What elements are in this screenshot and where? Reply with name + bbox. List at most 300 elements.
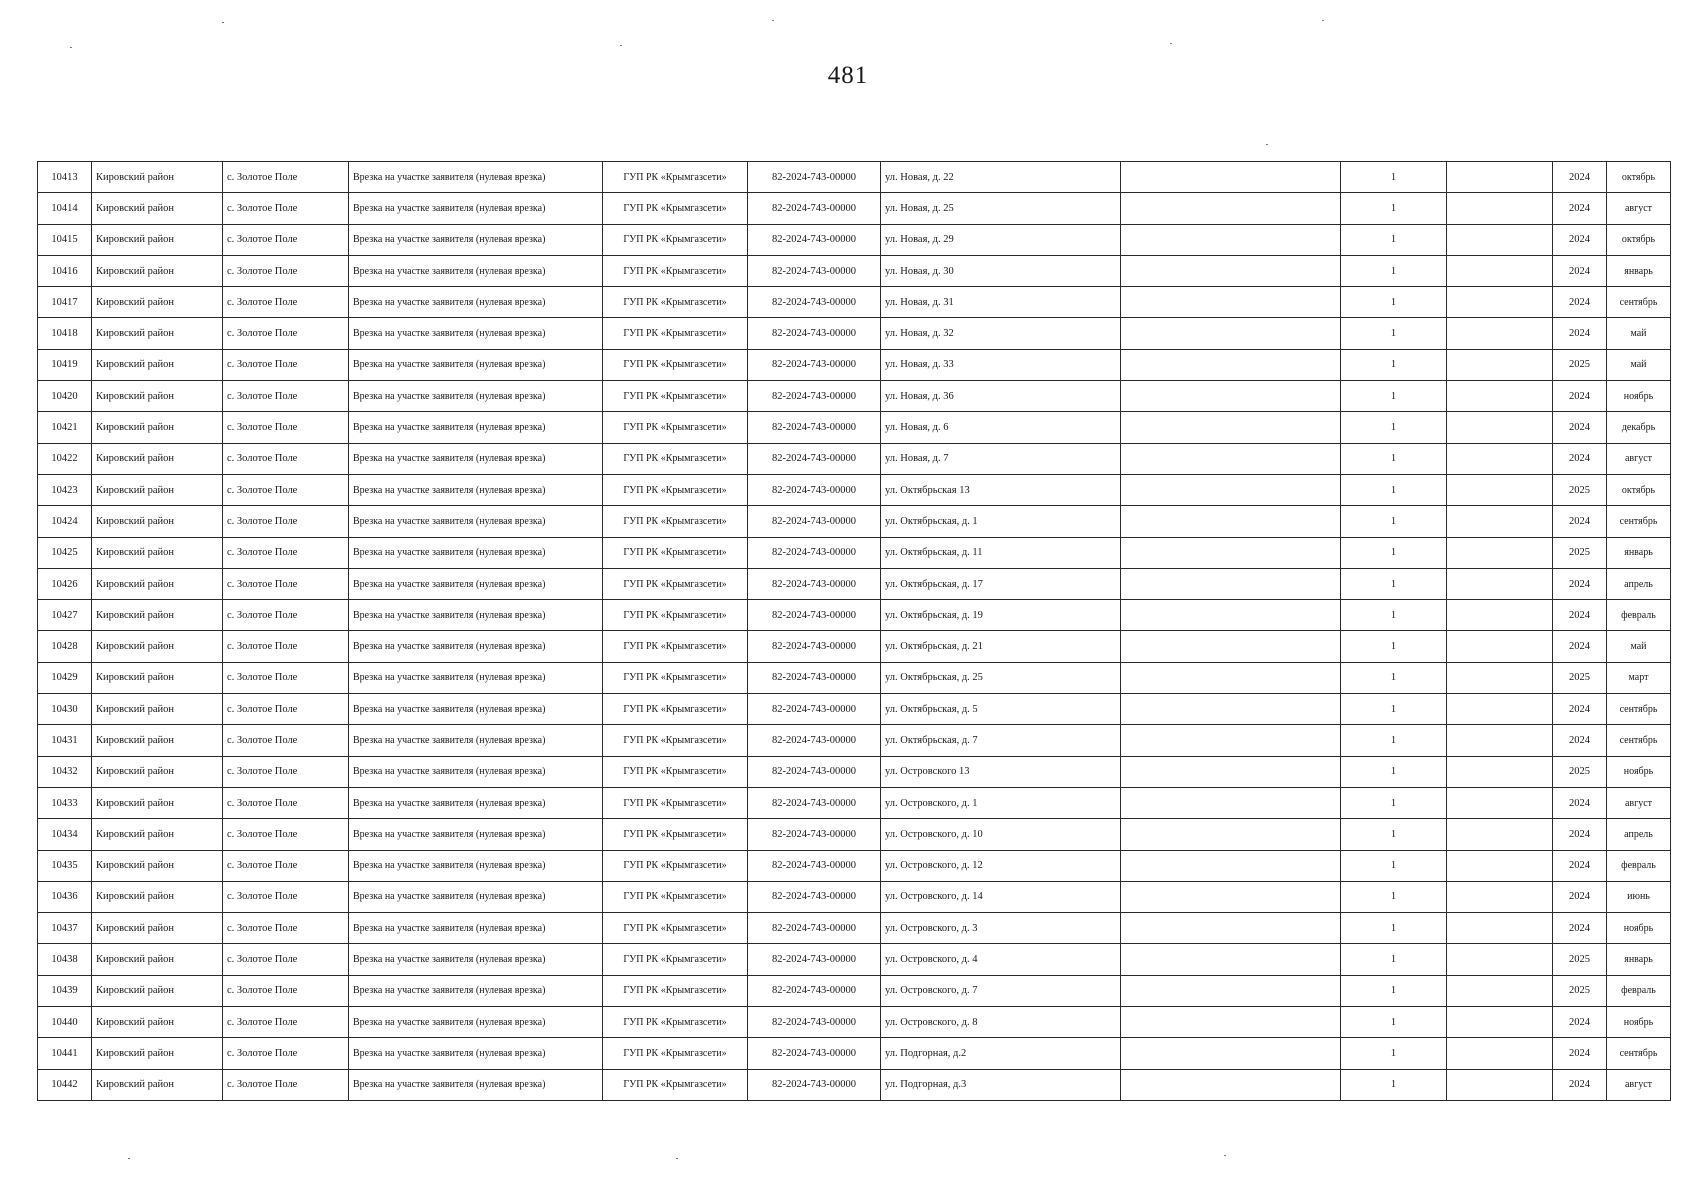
row-number-cell: 10422: [38, 443, 92, 474]
work-description-cell: Врезка на участке заявителя (нулевая врезка): [349, 881, 603, 912]
table-row: [38, 819, 1671, 850]
quantity-cell: 1: [1341, 193, 1447, 224]
row-number-cell: 10423: [38, 474, 92, 505]
empty-cell: [1121, 287, 1341, 318]
empty-cell: [1121, 944, 1341, 975]
district-cell: Кировский район: [92, 474, 223, 505]
year-cell: 2024: [1553, 568, 1607, 599]
row-number-cell: 10428: [38, 631, 92, 662]
organization-cell: ГУП РК «Крымгазсети»: [603, 412, 748, 443]
settlement-cell: с. Золотое Поле: [223, 255, 349, 286]
settlement-cell: с. Золотое Поле: [223, 756, 349, 787]
address-cell: ул. Новая, д. 22: [881, 162, 1121, 193]
scan-speck: [1170, 43, 1172, 44]
district-cell: Кировский район: [92, 224, 223, 255]
row-number-cell: 10416: [38, 255, 92, 286]
organization-cell: ГУП РК «Крымгазсети»: [603, 162, 748, 193]
settlement-cell: с. Золотое Поле: [223, 193, 349, 224]
table-row: [38, 662, 1671, 693]
settlement-cell: с. Золотое Поле: [223, 318, 349, 349]
year-cell: 2024: [1553, 162, 1607, 193]
work-description-cell: Врезка на участке заявителя (нулевая врезка): [349, 631, 603, 662]
month-cell: декабрь: [1607, 412, 1671, 443]
district-cell: Кировский район: [92, 162, 223, 193]
row-number-cell: 10431: [38, 725, 92, 756]
month-cell: март: [1607, 662, 1671, 693]
program-code-cell: 82-2024-743-00000: [748, 162, 881, 193]
program-code-cell: 82-2024-743-00000: [748, 224, 881, 255]
empty-cell: [1121, 255, 1341, 286]
district-cell: Кировский район: [92, 600, 223, 631]
row-number-cell: 10414: [38, 193, 92, 224]
empty-cell: [1121, 443, 1341, 474]
work-description-cell: Врезка на участке заявителя (нулевая врезка): [349, 725, 603, 756]
program-code-cell: 82-2024-743-00000: [748, 787, 881, 818]
scan-speck: [676, 1158, 678, 1159]
empty-cell: [1447, 850, 1553, 881]
empty-cell: [1447, 162, 1553, 193]
district-cell: Кировский район: [92, 412, 223, 443]
quantity-cell: 1: [1341, 318, 1447, 349]
table-row: [38, 381, 1671, 412]
month-cell: июнь: [1607, 881, 1671, 912]
empty-cell: [1447, 381, 1553, 412]
month-cell: май: [1607, 318, 1671, 349]
work-description-cell: Врезка на участке заявителя (нулевая врезка): [349, 1007, 603, 1038]
district-cell: Кировский район: [92, 1069, 223, 1100]
work-description-cell: Врезка на участке заявителя (нулевая врезка): [349, 850, 603, 881]
work-description-cell: Врезка на участке заявителя (нулевая врезка): [349, 913, 603, 944]
table-row: [38, 881, 1671, 912]
row-number-cell: 10424: [38, 506, 92, 537]
row-number-cell: 10430: [38, 694, 92, 725]
settlement-cell: с. Золотое Поле: [223, 1069, 349, 1100]
address-cell: ул. Новая, д. 36: [881, 381, 1121, 412]
row-number-cell: 10436: [38, 881, 92, 912]
settlement-cell: с. Золотое Поле: [223, 631, 349, 662]
organization-cell: ГУП РК «Крымгазсети»: [603, 600, 748, 631]
quantity-cell: 1: [1341, 568, 1447, 599]
address-cell: ул. Островского, д. 10: [881, 819, 1121, 850]
organization-cell: ГУП РК «Крымгазсети»: [603, 662, 748, 693]
row-number-cell: 10426: [38, 568, 92, 599]
month-cell: октябрь: [1607, 162, 1671, 193]
work-description-cell: Врезка на участке заявителя (нулевая врезка): [349, 756, 603, 787]
empty-cell: [1121, 506, 1341, 537]
district-cell: Кировский район: [92, 443, 223, 474]
work-description-cell: Врезка на участке заявителя (нулевая врезка): [349, 474, 603, 505]
empty-cell: [1121, 349, 1341, 380]
settlement-cell: с. Золотое Поле: [223, 349, 349, 380]
address-cell: ул. Новая, д. 29: [881, 224, 1121, 255]
quantity-cell: 1: [1341, 913, 1447, 944]
empty-cell: [1121, 1069, 1341, 1100]
empty-cell: [1121, 725, 1341, 756]
month-cell: сентябрь: [1607, 506, 1671, 537]
month-cell: январь: [1607, 255, 1671, 286]
empty-cell: [1121, 318, 1341, 349]
month-cell: сентябрь: [1607, 287, 1671, 318]
row-number-cell: 10421: [38, 412, 92, 443]
empty-cell: [1121, 162, 1341, 193]
empty-cell: [1447, 600, 1553, 631]
organization-cell: ГУП РК «Крымгазсети»: [603, 193, 748, 224]
month-cell: ноябрь: [1607, 381, 1671, 412]
settlement-cell: с. Золотое Поле: [223, 568, 349, 599]
work-description-cell: Врезка на участке заявителя (нулевая врезка): [349, 287, 603, 318]
settlement-cell: с. Золотое Поле: [223, 506, 349, 537]
year-cell: 2025: [1553, 944, 1607, 975]
work-description-cell: Врезка на участке заявителя (нулевая врезка): [349, 944, 603, 975]
empty-cell: [1447, 474, 1553, 505]
organization-cell: ГУП РК «Крымгазсети»: [603, 756, 748, 787]
organization-cell: ГУП РК «Крымгазсети»: [603, 881, 748, 912]
work-description-cell: Врезка на участке заявителя (нулевая врезка): [349, 349, 603, 380]
quantity-cell: 1: [1341, 787, 1447, 818]
organization-cell: ГУП РК «Крымгазсети»: [603, 381, 748, 412]
organization-cell: ГУП РК «Крымгазсети»: [603, 1038, 748, 1069]
year-cell: 2024: [1553, 725, 1607, 756]
district-cell: Кировский район: [92, 349, 223, 380]
quantity-cell: 1: [1341, 881, 1447, 912]
month-cell: август: [1607, 787, 1671, 818]
quantity-cell: 1: [1341, 850, 1447, 881]
empty-cell: [1447, 443, 1553, 474]
empty-cell: [1121, 381, 1341, 412]
settlement-cell: с. Золотое Поле: [223, 412, 349, 443]
program-code-cell: 82-2024-743-00000: [748, 1069, 881, 1100]
row-number-cell: 10439: [38, 975, 92, 1006]
table-row: [38, 537, 1671, 568]
row-number-cell: 10417: [38, 287, 92, 318]
address-cell: ул. Октябрьская, д. 5: [881, 694, 1121, 725]
address-cell: ул. Новая, д. 30: [881, 255, 1121, 286]
quantity-cell: 1: [1341, 944, 1447, 975]
table-row: [38, 850, 1671, 881]
work-description-cell: Врезка на участке заявителя (нулевая врезка): [349, 537, 603, 568]
row-number-cell: 10442: [38, 1069, 92, 1100]
settlement-cell: с. Золотое Поле: [223, 1038, 349, 1069]
settlement-cell: с. Золотое Поле: [223, 975, 349, 1006]
quantity-cell: 1: [1341, 255, 1447, 286]
district-cell: Кировский район: [92, 381, 223, 412]
program-code-cell: 82-2024-743-00000: [748, 913, 881, 944]
year-cell: 2024: [1553, 881, 1607, 912]
table-row: [38, 287, 1671, 318]
month-cell: октябрь: [1607, 224, 1671, 255]
settlement-cell: с. Золотое Поле: [223, 224, 349, 255]
organization-cell: ГУП РК «Крымгазсети»: [603, 506, 748, 537]
year-cell: 2024: [1553, 287, 1607, 318]
empty-cell: [1121, 224, 1341, 255]
organization-cell: ГУП РК «Крымгазсети»: [603, 224, 748, 255]
work-description-cell: Врезка на участке заявителя (нулевая врезка): [349, 600, 603, 631]
year-cell: 2024: [1553, 224, 1607, 255]
work-description-cell: Врезка на участке заявителя (нулевая врезка): [349, 1038, 603, 1069]
empty-cell: [1121, 412, 1341, 443]
month-cell: сентябрь: [1607, 1038, 1671, 1069]
district-cell: Кировский район: [92, 725, 223, 756]
settlement-cell: с. Золотое Поле: [223, 443, 349, 474]
district-cell: Кировский район: [92, 1038, 223, 1069]
address-cell: ул. Октябрьская 13: [881, 474, 1121, 505]
row-number-cell: 10440: [38, 1007, 92, 1038]
district-cell: Кировский район: [92, 255, 223, 286]
row-number-cell: 10427: [38, 600, 92, 631]
year-cell: 2024: [1553, 193, 1607, 224]
month-cell: сентябрь: [1607, 725, 1671, 756]
table-row: [38, 412, 1671, 443]
table-row: [38, 443, 1671, 474]
quantity-cell: 1: [1341, 287, 1447, 318]
work-description-cell: Врезка на участке заявителя (нулевая врезка): [349, 662, 603, 693]
district-cell: Кировский район: [92, 506, 223, 537]
empty-cell: [1447, 349, 1553, 380]
quantity-cell: 1: [1341, 412, 1447, 443]
year-cell: 2024: [1553, 381, 1607, 412]
empty-cell: [1121, 819, 1341, 850]
row-number-cell: 10413: [38, 162, 92, 193]
address-cell: ул. Островского, д. 3: [881, 913, 1121, 944]
month-cell: апрель: [1607, 819, 1671, 850]
program-code-cell: 82-2024-743-00000: [748, 881, 881, 912]
organization-cell: ГУП РК «Крымгазсети»: [603, 725, 748, 756]
empty-cell: [1121, 1007, 1341, 1038]
organization-cell: ГУП РК «Крымгазсети»: [603, 944, 748, 975]
year-cell: 2025: [1553, 537, 1607, 568]
program-code-cell: 82-2024-743-00000: [748, 819, 881, 850]
empty-cell: [1121, 600, 1341, 631]
organization-cell: ГУП РК «Крымгазсети»: [603, 1007, 748, 1038]
empty-cell: [1447, 725, 1553, 756]
empty-cell: [1121, 193, 1341, 224]
quantity-cell: 1: [1341, 694, 1447, 725]
quantity-cell: 1: [1341, 162, 1447, 193]
quantity-cell: 1: [1341, 600, 1447, 631]
address-cell: ул. Островского, д. 4: [881, 944, 1121, 975]
empty-cell: [1447, 1038, 1553, 1069]
table-row: [38, 255, 1671, 286]
month-cell: август: [1607, 1069, 1671, 1100]
work-description-cell: Врезка на участке заявителя (нулевая врезка): [349, 412, 603, 443]
table-row: [38, 193, 1671, 224]
year-cell: 2024: [1553, 787, 1607, 818]
work-description-cell: Врезка на участке заявителя (нулевая врезка): [349, 381, 603, 412]
table-row: [38, 787, 1671, 818]
address-cell: ул. Октябрьская, д. 21: [881, 631, 1121, 662]
organization-cell: ГУП РК «Крымгазсети»: [603, 694, 748, 725]
empty-cell: [1447, 631, 1553, 662]
year-cell: 2024: [1553, 850, 1607, 881]
quantity-cell: 1: [1341, 631, 1447, 662]
month-cell: январь: [1607, 537, 1671, 568]
work-description-cell: Врезка на участке заявителя (нулевая врезка): [349, 224, 603, 255]
work-description-cell: Врезка на участке заявителя (нулевая врезка): [349, 787, 603, 818]
empty-cell: [1447, 568, 1553, 599]
settlement-cell: с. Золотое Поле: [223, 850, 349, 881]
program-code-cell: 82-2024-743-00000: [748, 537, 881, 568]
row-number-cell: 10437: [38, 913, 92, 944]
month-cell: август: [1607, 443, 1671, 474]
quantity-cell: 1: [1341, 819, 1447, 850]
settlement-cell: с. Золотое Поле: [223, 1007, 349, 1038]
settlement-cell: с. Золотое Поле: [223, 162, 349, 193]
work-description-cell: Врезка на участке заявителя (нулевая врезка): [349, 694, 603, 725]
row-number-cell: 10418: [38, 318, 92, 349]
organization-cell: ГУП РК «Крымгазсети»: [603, 913, 748, 944]
address-cell: ул. Островского, д. 1: [881, 787, 1121, 818]
district-cell: Кировский район: [92, 631, 223, 662]
scan-speck: [620, 45, 622, 46]
empty-cell: [1447, 287, 1553, 318]
year-cell: 2025: [1553, 349, 1607, 380]
table-row: [38, 349, 1671, 380]
table-row: [38, 756, 1671, 787]
table-row: [38, 694, 1671, 725]
empty-cell: [1447, 1069, 1553, 1100]
work-description-cell: Врезка на участке заявителя (нулевая врезка): [349, 975, 603, 1006]
quantity-cell: 1: [1341, 443, 1447, 474]
settlement-cell: с. Золотое Поле: [223, 474, 349, 505]
organization-cell: ГУП РК «Крымгазсети»: [603, 287, 748, 318]
empty-cell: [1447, 537, 1553, 568]
empty-cell: [1447, 193, 1553, 224]
empty-cell: [1447, 1007, 1553, 1038]
settlement-cell: с. Золотое Поле: [223, 725, 349, 756]
address-cell: ул. Новая, д. 31: [881, 287, 1121, 318]
program-code-cell: 82-2024-743-00000: [748, 506, 881, 537]
month-cell: апрель: [1607, 568, 1671, 599]
settlement-cell: с. Золотое Поле: [223, 787, 349, 818]
empty-cell: [1447, 662, 1553, 693]
table-row: [38, 1038, 1671, 1069]
quantity-cell: 1: [1341, 506, 1447, 537]
program-code-cell: 82-2024-743-00000: [748, 474, 881, 505]
program-code-cell: 82-2024-743-00000: [748, 662, 881, 693]
table-row: [38, 162, 1671, 193]
month-cell: октябрь: [1607, 474, 1671, 505]
settlement-cell: с. Золотое Поле: [223, 819, 349, 850]
organization-cell: ГУП РК «Крымгазсети»: [603, 850, 748, 881]
quantity-cell: 1: [1341, 349, 1447, 380]
work-description-cell: Врезка на участке заявителя (нулевая врезка): [349, 1069, 603, 1100]
district-cell: Кировский район: [92, 975, 223, 1006]
table-row: [38, 944, 1671, 975]
program-code-cell: 82-2024-743-00000: [748, 1007, 881, 1038]
empty-cell: [1121, 474, 1341, 505]
settlement-cell: с. Золотое Поле: [223, 881, 349, 912]
quantity-cell: 1: [1341, 1038, 1447, 1069]
district-cell: Кировский район: [92, 662, 223, 693]
table-row: [38, 1069, 1671, 1100]
program-code-cell: 82-2024-743-00000: [748, 725, 881, 756]
organization-cell: ГУП РК «Крымгазсети»: [603, 1069, 748, 1100]
month-cell: май: [1607, 631, 1671, 662]
empty-cell: [1121, 537, 1341, 568]
empty-cell: [1121, 881, 1341, 912]
quantity-cell: 1: [1341, 1069, 1447, 1100]
settlement-cell: с. Золотое Поле: [223, 287, 349, 318]
row-number-cell: 10419: [38, 349, 92, 380]
organization-cell: ГУП РК «Крымгазсети»: [603, 443, 748, 474]
scan-speck: [772, 20, 774, 21]
program-code-cell: 82-2024-743-00000: [748, 568, 881, 599]
quantity-cell: 1: [1341, 662, 1447, 693]
empty-cell: [1121, 662, 1341, 693]
district-cell: Кировский район: [92, 318, 223, 349]
year-cell: 2024: [1553, 255, 1607, 286]
year-cell: 2024: [1553, 819, 1607, 850]
settlement-cell: с. Золотое Поле: [223, 381, 349, 412]
address-cell: ул. Островского, д. 8: [881, 1007, 1121, 1038]
district-cell: Кировский район: [92, 568, 223, 599]
program-code-cell: 82-2024-743-00000: [748, 318, 881, 349]
empty-cell: [1447, 694, 1553, 725]
month-cell: август: [1607, 193, 1671, 224]
organization-cell: ГУП РК «Крымгазсети»: [603, 975, 748, 1006]
scan-speck: [1322, 20, 1324, 21]
quantity-cell: 1: [1341, 725, 1447, 756]
month-cell: май: [1607, 349, 1671, 380]
address-cell: ул. Октябрьская, д. 11: [881, 537, 1121, 568]
row-number-cell: 10432: [38, 756, 92, 787]
organization-cell: ГУП РК «Крымгазсети»: [603, 537, 748, 568]
table-row: [38, 224, 1671, 255]
program-code-cell: 82-2024-743-00000: [748, 944, 881, 975]
address-cell: ул. Островского, д. 12: [881, 850, 1121, 881]
month-cell: ноябрь: [1607, 1007, 1671, 1038]
address-cell: ул. Новая, д. 6: [881, 412, 1121, 443]
address-cell: ул. Октябрьская, д. 1: [881, 506, 1121, 537]
district-cell: Кировский район: [92, 756, 223, 787]
address-cell: ул. Подгорная, д.2: [881, 1038, 1121, 1069]
year-cell: 2024: [1553, 412, 1607, 443]
program-code-cell: 82-2024-743-00000: [748, 412, 881, 443]
quantity-cell: 1: [1341, 756, 1447, 787]
district-cell: Кировский район: [92, 787, 223, 818]
empty-cell: [1121, 631, 1341, 662]
table-row: [38, 725, 1671, 756]
gasification-table: [37, 161, 1671, 1101]
district-cell: Кировский район: [92, 694, 223, 725]
table-row: [38, 318, 1671, 349]
program-code-cell: 82-2024-743-00000: [748, 975, 881, 1006]
month-cell: февраль: [1607, 600, 1671, 631]
district-cell: Кировский район: [92, 881, 223, 912]
organization-cell: ГУП РК «Крымгазсети»: [603, 255, 748, 286]
organization-cell: ГУП РК «Крымгазсети»: [603, 349, 748, 380]
organization-cell: ГУП РК «Крымгазсети»: [603, 568, 748, 599]
quantity-cell: 1: [1341, 975, 1447, 1006]
quantity-cell: 1: [1341, 474, 1447, 505]
page-number: 481: [827, 62, 869, 89]
work-description-cell: Врезка на участке заявителя (нулевая врезка): [349, 568, 603, 599]
scan-speck: [1266, 144, 1268, 145]
address-cell: ул. Островского 13: [881, 756, 1121, 787]
program-code-cell: 82-2024-743-00000: [748, 600, 881, 631]
empty-cell: [1121, 913, 1341, 944]
empty-cell: [1121, 1038, 1341, 1069]
work-description-cell: Врезка на участке заявителя (нулевая врезка): [349, 506, 603, 537]
scan-speck: [70, 47, 72, 48]
table-body: [38, 162, 1671, 1101]
program-code-cell: 82-2024-743-00000: [748, 193, 881, 224]
address-cell: ул. Подгорная, д.3: [881, 1069, 1121, 1100]
empty-cell: [1121, 850, 1341, 881]
table-row: [38, 600, 1671, 631]
address-cell: ул. Островского, д. 7: [881, 975, 1121, 1006]
year-cell: 2024: [1553, 443, 1607, 474]
